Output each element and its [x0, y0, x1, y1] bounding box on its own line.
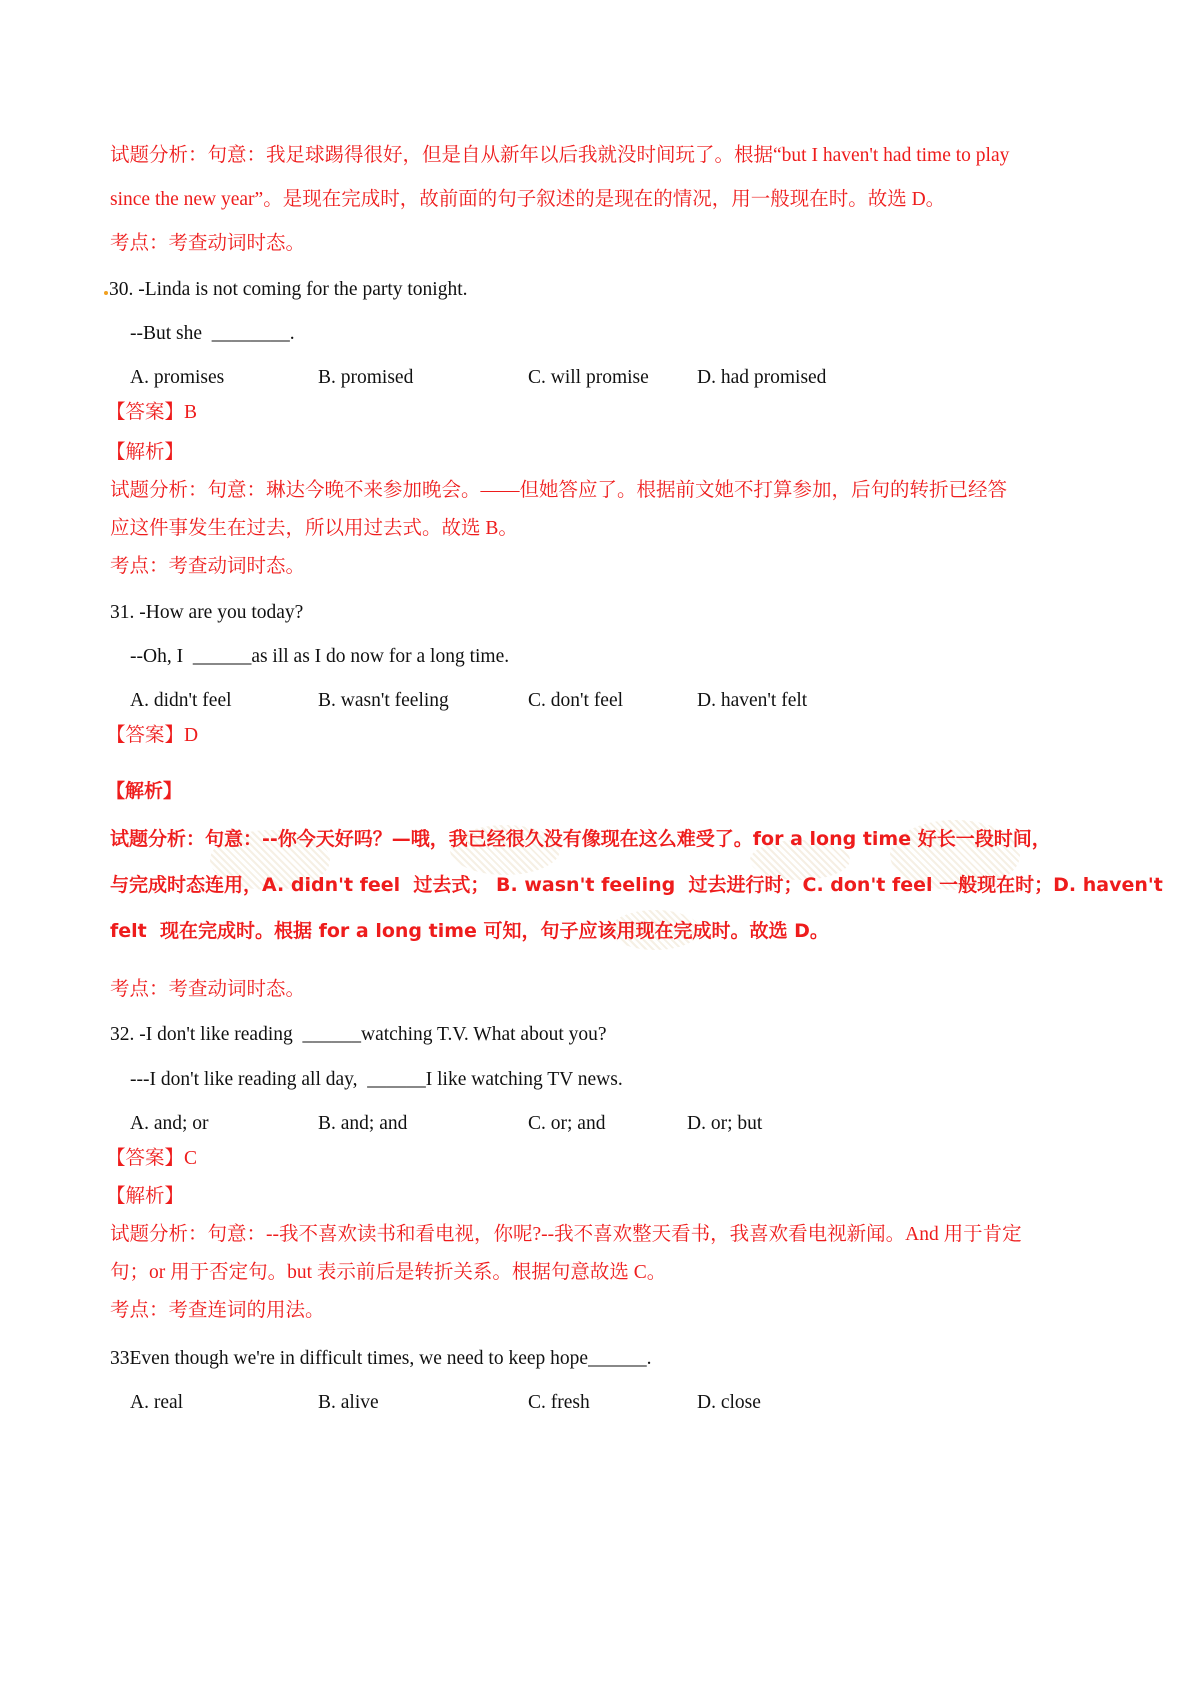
q30-reply: [130, 324, 295, 344]
q31-key-point: 考点：考查动词时态。: [110, 979, 306, 1000]
q31-stem: 31. -How are you today?: [110, 602, 304, 623]
q32-reply: ---I don't like reading all day, ______I like watching TV news.: [130, 1069, 623, 1090]
q32-option-a: A. and; or: [130, 1113, 209, 1134]
q31-reply: --Oh, I ______as ill as I do now for a long time.: [130, 646, 510, 667]
q30-key-point: 考点：考查动词时态。: [110, 556, 306, 577]
q31-option-a: A. didn't feel: [130, 690, 232, 711]
orange-dot-icon: [104, 291, 108, 295]
q29-analysis-line-2: since the new year”。是现在完成时，故前面的句子叙述的是现在的情况，用一般现在时。故选 D。: [110, 189, 946, 210]
q31-jiexi-heading: 【解析】: [106, 780, 183, 802]
q32-option-b: B. and; and: [318, 1113, 408, 1134]
q30-option-b: B. promised: [318, 367, 414, 388]
q30-jiexi-heading: 【解析】: [106, 442, 185, 463]
q33-option-b: B. alive: [318, 1392, 379, 1413]
q31-option-d: D. haven't felt: [697, 690, 808, 711]
q33-option-c: C. fresh: [528, 1392, 590, 1413]
q32-analysis-line-2: 句；or 用于否定句。but 表示前后是转折关系。根据句意故选 C。: [110, 1262, 667, 1283]
q29-analysis-line-1: 试题分析：句意：我足球踢得很好，但是自从新年以后我就没时间玩了。根据“but I haven't had time to play: [110, 145, 1010, 166]
q31-answer: 【答案】D: [106, 725, 199, 746]
q30-analysis-line-2: 应这件事发生在过去，所以用过去式。故选 B。: [110, 518, 518, 539]
q29-key-point: 考点：考查动词时态。: [110, 233, 306, 254]
q30-stem-text: 30. -Linda is not coming for the party tonight.: [109, 279, 468, 300]
q31-option-c: C. don't feel: [528, 690, 624, 711]
q32-stem: 32. -I don't like reading ______watching T.V. What about you?: [110, 1024, 607, 1045]
q33-option-d: D. close: [697, 1392, 761, 1413]
q33-stem: 33Even though we're in difficult times, we need to keep hope______.: [110, 1348, 652, 1369]
q33-option-a: A. real: [130, 1392, 184, 1413]
q30-reply-end: _.: [280, 323, 295, 344]
q31-analysis-line-3: felt 现在完成时。根据 for a long time 可知，句子应该用现在完成时。故选 D。: [110, 920, 829, 942]
q30-answer: 【答案】B: [106, 402, 198, 423]
q32-option-d: D. or; but: [687, 1113, 763, 1134]
q31-option-b: B. wasn't feeling: [318, 690, 449, 711]
q30-stem: [104, 280, 468, 300]
q32-analysis-line-1: 试题分析：句意：--我不喜欢读书和看电视，你呢?--我不喜欢整天看书，我喜欢看电视新闻。And 用于肯定: [110, 1224, 1022, 1245]
q30-option-c: C. will promise: [528, 367, 649, 388]
q32-key-point: 考点：考查连词的用法。: [110, 1300, 325, 1321]
q32-jiexi-heading: 【解析】: [106, 1186, 185, 1207]
q30-reply-blank: _______: [211, 323, 281, 344]
q30-option-a: A. promises: [130, 367, 225, 388]
q31-analysis-line-2: 与完成时态连用，A. didn't feel 过去式； B. wasn't feeling 过去进行时；C. don't feel 一般现在时；D. haven't: [110, 874, 1163, 896]
q30-option-d: D. had promised: [697, 367, 827, 388]
q32-option-c: C. or; and: [528, 1113, 606, 1134]
q30-analysis-line-1: 试题分析：句意：琳达今晚不来参加晚会。——但她答应了。根据前文她不打算参加，后句的转折已经答: [110, 480, 1008, 501]
q30-reply-prefix: --But she: [130, 323, 212, 344]
q31-analysis-line-1: 试题分析：句意：--你今天好吗？—哦，我已经很久没有像现在这么难受了。for a long time 好长一段时间，: [110, 828, 1051, 850]
q32-answer: 【答案】C: [106, 1148, 198, 1169]
